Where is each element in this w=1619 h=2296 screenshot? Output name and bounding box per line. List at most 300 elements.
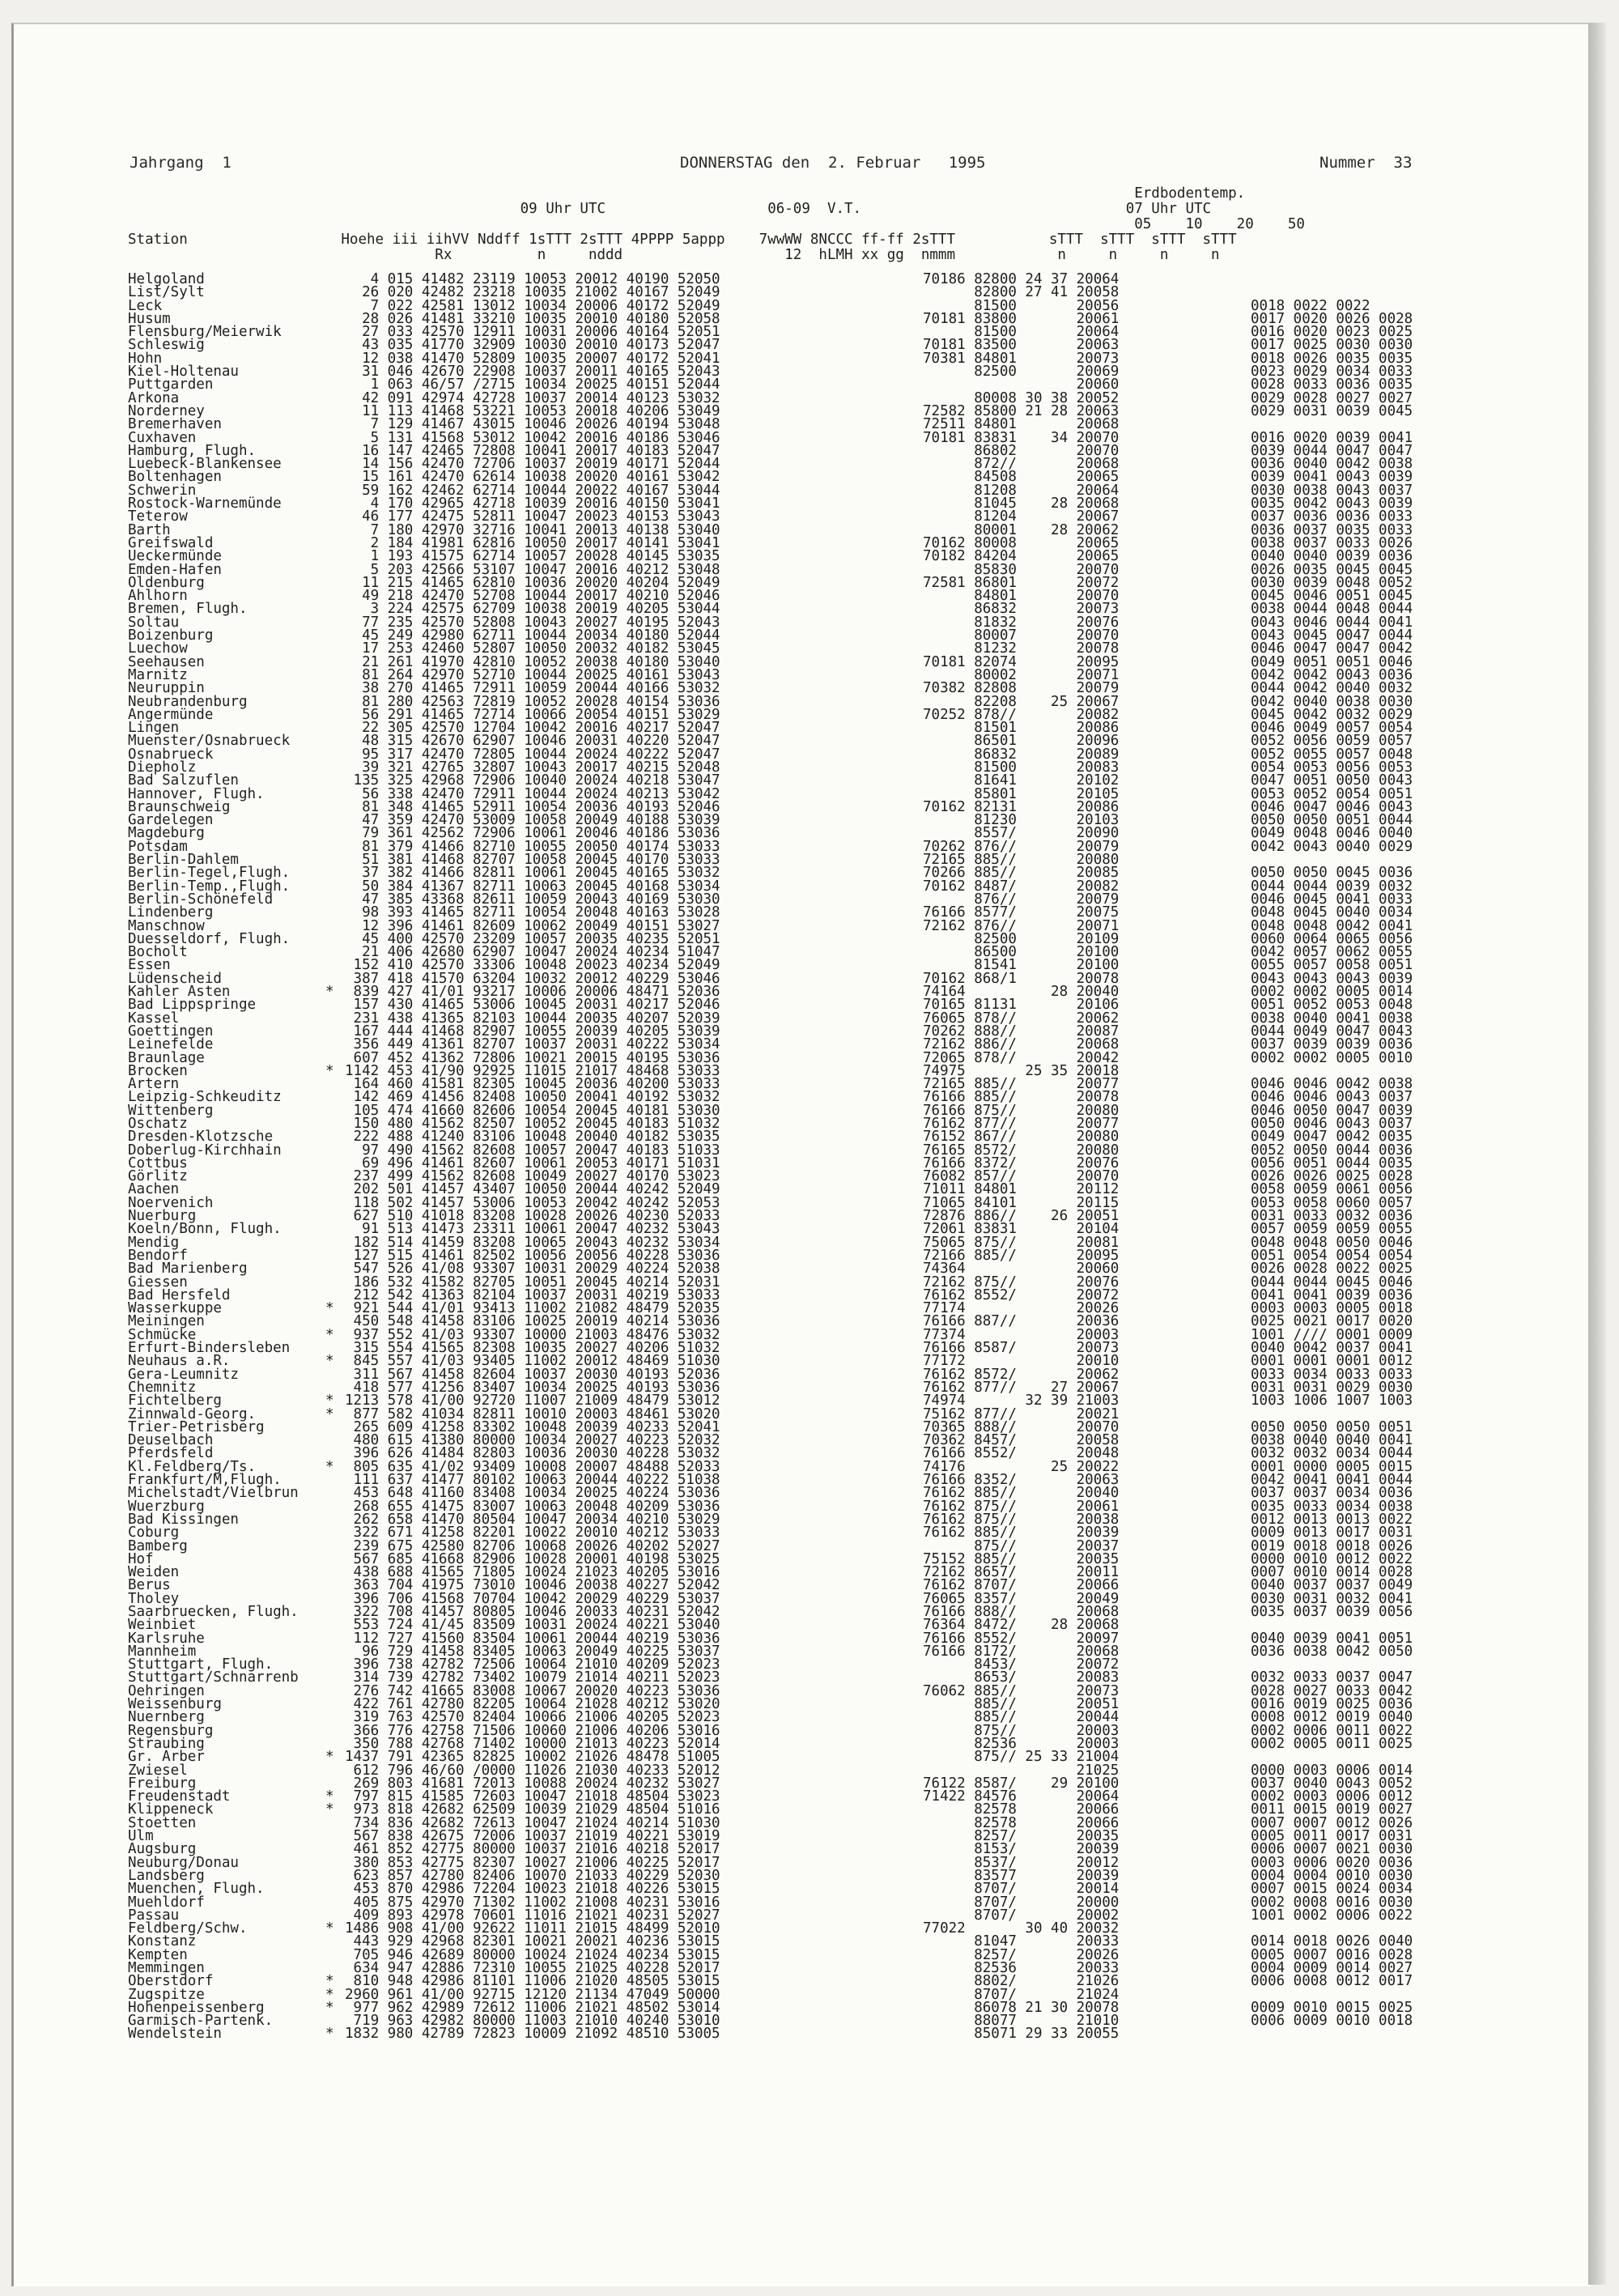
obs-0609-vt: 82578 20066: [923, 1814, 1120, 1831]
obs-0900-utc: 547 526 41/08 93307 10031 20029 40224 52038: [345, 1261, 720, 1278]
soil-temperature: 0036 0037 0035 0033: [1251, 521, 1413, 538]
obs-0900-utc: 4 170 42965 42718 10039 20016 40150 53041: [345, 495, 720, 512]
obs-0900-utc: 443 929 42968 82301 10021 20021 40236 53015: [345, 1933, 720, 1950]
station-name: Karlsruhe: [128, 1630, 205, 1647]
obs-0609-vt: 8653/ 20083: [923, 1669, 1120, 1686]
station-name: Nuerburg: [128, 1208, 197, 1225]
station-name: Cottbus: [128, 1154, 188, 1171]
column-header-line: 09 Uhr UTC 06-09 V.T. 07 Uhr UTC: [128, 201, 1212, 217]
obs-0609-vt: 876// 20079: [923, 891, 1120, 908]
obs-0609-vt: 8707/ 21024: [923, 1986, 1120, 2003]
soil-temperature: 0046 0045 0041 0033: [1251, 891, 1413, 908]
column-header-line: Erdbodentemp.: [128, 185, 1246, 202]
obs-0900-utc: 17 253 42460 52807 10050 20032 40182 53045: [345, 640, 720, 657]
mountain-marker: *: [325, 1920, 334, 1937]
obs-0900-utc: 797 815 41585 72603 10047 21018 48504 53023: [345, 1788, 720, 1805]
obs-0609-vt: 86500 20100: [923, 944, 1120, 961]
obs-0609-vt: 72165 885// 20077: [923, 1076, 1120, 1093]
soil-temperature: 0031 0033 0032 0036: [1251, 1208, 1413, 1225]
obs-0609-vt: 84801 20070: [923, 588, 1120, 605]
obs-0609-vt: 80008 30 38 20052: [923, 389, 1120, 406]
obs-0609-vt: 70181 83831 34 20070: [923, 429, 1120, 446]
station-name: Bad Salzuflen: [128, 772, 239, 789]
obs-0609-vt: 82536 20003: [923, 1735, 1120, 1752]
obs-0900-utc: 839 427 41/01 93217 10006 20006 48471 52036: [345, 984, 720, 1001]
soil-temperature: 0039 0044 0047 0047: [1251, 442, 1413, 459]
obs-0900-utc: 47 359 42470 53009 10058 20049 40188 53039: [345, 812, 720, 829]
soil-temperature: 0023 0029 0034 0033: [1251, 364, 1413, 381]
station-name: Magdeburg: [128, 825, 205, 842]
soil-temperature: 0008 0012 0019 0040: [1251, 1709, 1413, 1726]
obs-0609-vt: 72162 876// 20071: [923, 917, 1120, 934]
obs-0900-utc: 45 249 42980 62711 10044 20034 40180 52044: [345, 627, 720, 644]
obs-0900-utc: 186 532 41582 82705 10051 20045 40214 52031: [345, 1273, 720, 1290]
obs-0609-vt: 81204 20067: [923, 508, 1120, 525]
soil-temperature: 0040 0039 0041 0051: [1251, 1630, 1413, 1647]
obs-0900-utc: 127 515 41461 82502 10056 20056 40228 53036: [345, 1247, 720, 1264]
soil-temperature: 0041 0041 0039 0036: [1251, 1286, 1413, 1303]
soil-temperature: 0060 0064 0065 0056: [1251, 930, 1413, 947]
station-name: Gr. Arber: [128, 1749, 205, 1766]
obs-0900-utc: 418 577 41256 83407 10034 20025 40193 53036: [345, 1379, 720, 1396]
obs-0900-utc: 262 658 41470 80504 10047 20034 40210 53029: [345, 1511, 720, 1528]
obs-0609-vt: 76162 877// 20077: [923, 1116, 1120, 1132]
obs-0609-vt: 85801 20105: [923, 785, 1120, 802]
soil-temperature: 0048 0048 0042 0041: [1251, 917, 1413, 934]
obs-0900-utc: 95 317 42470 72805 10044 20024 40222 52047: [345, 746, 720, 763]
soil-temperature: 0050 0046 0043 0037: [1251, 1116, 1413, 1132]
obs-0900-utc: 12 038 41470 52809 10035 20007 40172 52041: [345, 350, 720, 367]
soil-temperature: 0058 0059 0061 0056: [1251, 1181, 1413, 1198]
obs-0900-utc: 396 738 42782 72506 10064 21010 40209 52023: [345, 1656, 720, 1673]
obs-0900-utc: 5 203 42566 53107 10047 20016 40212 53048: [345, 561, 720, 578]
obs-0900-utc: 396 626 41484 82803 10036 20030 40228 53032: [345, 1445, 720, 1462]
obs-0609-vt: 82500 20109: [923, 930, 1120, 947]
obs-0900-utc: 43 035 41770 32909 10030 20010 40173 52047: [345, 337, 720, 354]
obs-0609-vt: 70266 885// 20085: [923, 865, 1120, 882]
soil-temperature: 0002 0002 0005 0010: [1251, 1049, 1413, 1066]
station-name: Chemnitz: [128, 1379, 197, 1396]
obs-0900-utc: 1 193 41575 62714 10057 20028 40145 53035: [345, 548, 720, 565]
obs-0900-utc: 112 727 41560 83504 10061 20044 40219 53036: [345, 1630, 720, 1647]
obs-0609-vt: 76152 867// 20080: [923, 1129, 1120, 1146]
obs-0609-vt: 70162 80008 20065: [923, 534, 1120, 551]
obs-0900-utc: 276 742 41665 83008 10067 20020 40223 53036: [345, 1682, 720, 1699]
obs-0900-utc: 77 235 42570 52808 10043 20027 40195 52043: [345, 614, 720, 631]
station-name: Michelstadt/Vielbrun: [128, 1485, 299, 1502]
obs-0609-vt: 875// 25 33 21004: [923, 1749, 1120, 1766]
obs-0900-utc: 69 496 41461 82607 10061 20053 40171 51031: [345, 1154, 720, 1171]
obs-0900-utc: 265 609 41258 83302 10048 20039 40233 52041: [345, 1418, 720, 1435]
obs-0900-utc: 27 033 42570 12911 10031 20006 40164 52051: [345, 324, 720, 341]
station-name: Berlin-Schönefeld: [128, 891, 274, 908]
obs-0609-vt: 86078 21 30 20078: [923, 1999, 1120, 2016]
soil-temperature: 0044 0042 0040 0032: [1251, 680, 1413, 697]
soil-temperature: 0030 0031 0032 0041: [1251, 1590, 1413, 1607]
station-name: Wittenberg: [128, 1102, 214, 1119]
station-name: Berlin-Dahlem: [128, 852, 239, 869]
soil-temperature: 0001 0001 0001 0012: [1251, 1353, 1413, 1370]
obs-0609-vt: 86802 20070: [923, 442, 1120, 459]
station-name: Meiningen: [128, 1313, 205, 1330]
obs-0900-utc: 450 548 41458 83106 10025 20019 40214 53036: [345, 1313, 720, 1330]
obs-0900-utc: 937 552 41/03 93307 10000 21003 48476 53032: [345, 1326, 720, 1343]
soil-temperature: 0054 0053 0056 0053: [1251, 759, 1413, 776]
station-name: Emden-Hafen: [128, 561, 222, 578]
obs-0900-utc: 46 177 42475 52811 10047 20023 40153 53043: [345, 508, 720, 525]
obs-0609-vt: 88077 21010: [923, 2013, 1120, 2030]
station-name: Straubing: [128, 1735, 205, 1752]
station-name: Lüdenscheid: [128, 970, 222, 987]
station-name: Trier-Petrisberg: [128, 1418, 265, 1435]
station-name: Lindenberg: [128, 904, 214, 921]
mountain-marker: *: [325, 1999, 334, 2016]
soil-temperature: 0030 0038 0043 0037: [1251, 482, 1413, 499]
soil-temperature: 0005 0007 0016 0028: [1251, 1946, 1413, 1963]
soil-temperature: 0044 0049 0047 0043: [1251, 1023, 1413, 1040]
obs-0900-utc: 973 818 42682 62509 10039 21029 48504 51016: [345, 1801, 720, 1818]
obs-0900-utc: 311 567 41458 82604 10037 20030 40193 52036: [345, 1366, 720, 1383]
page-edge: [1588, 23, 1606, 2285]
soil-temperature: 0011 0015 0019 0027: [1251, 1801, 1413, 1818]
station-name: Soltau: [128, 614, 180, 631]
obs-0900-utc: 28 026 41481 33210 10035 20010 40180 52058: [345, 310, 720, 327]
obs-0609-vt: 8257/ 20026: [923, 1946, 1120, 1963]
obs-0900-utc: 627 510 41018 83208 10028 20026 40230 52033: [345, 1208, 720, 1225]
obs-0609-vt: 75152 885// 20035: [923, 1550, 1120, 1567]
station-name: Boltenhagen: [128, 469, 222, 486]
obs-0609-vt: 85830 20070: [923, 561, 1120, 578]
obs-0609-vt: 72581 86801 20072: [923, 574, 1120, 591]
obs-0609-vt: 8257/ 20035: [923, 1828, 1120, 1845]
obs-0609-vt: 86501 20096: [923, 733, 1120, 750]
station-name: Puttgarden: [128, 376, 214, 393]
obs-0609-vt: 77172 20010: [923, 1353, 1120, 1370]
station-name: Luechow: [128, 640, 188, 657]
station-name: Leinefelde: [128, 1036, 214, 1053]
obs-0609-vt: 75065 875// 20081: [923, 1234, 1120, 1251]
obs-0609-vt: 76166 888// 20068: [923, 1603, 1120, 1620]
station-name: Augsburg: [128, 1841, 197, 1858]
obs-0900-utc: 1437 791 42365 82825 10002 21026 48478 51005: [345, 1749, 720, 1766]
soil-temperature: 0055 0057 0058 0051: [1251, 957, 1413, 974]
soil-temperature: 0042 0041 0041 0044: [1251, 1472, 1413, 1489]
soil-temperature: 0002 0002 0005 0014: [1251, 984, 1413, 1001]
station-name: Weinbiet: [128, 1617, 197, 1634]
obs-0900-utc: 422 761 42780 82205 10064 21028 40212 53020: [345, 1696, 720, 1713]
station-name: Oehringen: [128, 1682, 205, 1699]
station-name: Nuernberg: [128, 1709, 205, 1726]
obs-0609-vt: 72582 85800 21 28 20063: [923, 402, 1120, 419]
station-name: Neuburg/Donau: [128, 1854, 239, 1871]
soil-temperature: 0004 0004 0010 0030: [1251, 1867, 1413, 1884]
obs-0900-utc: 269 803 41681 72013 10088 20024 40232 53027: [345, 1775, 720, 1792]
obs-0609-vt: 70262 888// 20087: [923, 1023, 1120, 1040]
obs-0609-vt: 81501 20086: [923, 720, 1120, 737]
obs-0609-vt: 77174 20026: [923, 1300, 1120, 1317]
obs-0609-vt: 70165 81131 20106: [923, 997, 1120, 1014]
obs-0900-utc: 409 893 42978 70601 11016 21021 40231 52027: [345, 1907, 720, 1924]
mountain-marker: *: [325, 1392, 334, 1409]
obs-0609-vt: 86832 20073: [923, 601, 1120, 618]
soil-temperature: 0038 0040 0040 0041: [1251, 1432, 1413, 1449]
obs-0609-vt: 8707/ 20014: [923, 1881, 1120, 1898]
soil-temperature: 0048 0045 0040 0034: [1251, 904, 1413, 921]
obs-0609-vt: 70182 84204 20065: [923, 548, 1120, 565]
obs-0609-vt: 75162 877// 20021: [923, 1405, 1120, 1422]
obs-0900-utc: 268 655 41475 83007 10063 20048 40209 53036: [345, 1498, 720, 1515]
obs-0900-utc: 105 474 41660 82606 10054 20045 40181 53030: [345, 1102, 720, 1119]
obs-0900-utc: 91 513 41473 23311 10061 20047 40232 53043: [345, 1221, 720, 1238]
station-name: Schmücke: [128, 1326, 197, 1343]
station-name: Bad Kissingen: [128, 1511, 239, 1528]
obs-0609-vt: 72162 8657/ 20011: [923, 1564, 1120, 1581]
station-name: Regensburg: [128, 1722, 214, 1739]
obs-0900-utc: 921 544 41/01 93413 11002 21082 48479 52035: [345, 1300, 720, 1317]
obs-0900-utc: 977 962 42989 72612 11006 21021 48502 53014: [345, 1999, 720, 2016]
obs-0609-vt: 8153/ 20039: [923, 1841, 1120, 1858]
soil-temperature: 1001 0002 0006 0022: [1251, 1907, 1413, 1924]
obs-0609-vt: 8707/ 20002: [923, 1907, 1120, 1924]
obs-0609-vt: 81500 20083: [923, 759, 1120, 776]
soil-temperature: 0053 0052 0054 0051: [1251, 785, 1413, 802]
soil-temperature: 0039 0041 0043 0039: [1251, 469, 1413, 486]
obs-0900-utc: 453 870 42986 72204 10023 21018 40226 53015: [345, 1881, 720, 1898]
station-name: Gardelegen: [128, 812, 214, 829]
station-name: Doberlug-Kirchhain: [128, 1142, 282, 1159]
station-name: Duesseldorf, Flugh.: [128, 930, 291, 947]
soil-temperature: 0038 0044 0048 0044: [1251, 601, 1413, 618]
station-name: Greifswald: [128, 534, 214, 551]
station-name: Stuttgart, Flugh.: [128, 1656, 274, 1673]
obs-0609-vt: 81208 20064: [923, 482, 1120, 499]
obs-0609-vt: 72061 83831 20104: [923, 1221, 1120, 1238]
obs-0900-utc: 1832 980 42789 72823 10009 21092 48510 53005: [345, 2026, 720, 2043]
soil-temperature: 0037 0037 0034 0036: [1251, 1485, 1413, 1502]
obs-0609-vt: 70162 8487/ 20082: [923, 878, 1120, 895]
obs-0900-utc: 623 857 42780 82406 10070 21033 40229 52030: [345, 1867, 720, 1884]
station-name: Gera-Leumnitz: [128, 1366, 239, 1383]
soil-temperature: 0049 0047 0042 0035: [1251, 1129, 1413, 1146]
station-name: Hamburg, Flugh.: [128, 442, 257, 459]
mountain-marker: *: [325, 1353, 334, 1370]
soil-temperature: 0026 0026 0025 0028: [1251, 1168, 1413, 1185]
column-header-line: Rx n nddd 12 hLMH xx gg nmmm n n n n: [128, 247, 1220, 263]
station-name: Wasserkuppe: [128, 1300, 222, 1317]
station-name: Berlin-Temp.,Flugh.: [128, 878, 291, 895]
soil-temperature: 0018 0026 0035 0035: [1251, 350, 1413, 367]
obs-0609-vt: 8557/ 20090: [923, 825, 1120, 842]
station-name: Rostock-Warnemünde: [128, 495, 282, 512]
station-name: Mannheim: [128, 1643, 197, 1660]
obs-0900-utc: 22 305 42570 12704 10042 20016 40217 52047: [345, 720, 720, 737]
mountain-marker: *: [325, 1300, 334, 1317]
obs-0609-vt: 74364 20060: [923, 1261, 1120, 1278]
obs-0900-utc: 7 180 42970 32716 10041 20013 40138 53040: [345, 521, 720, 538]
station-name: Kahler Asten: [128, 984, 231, 1001]
obs-0609-vt: 70181 83800 20061: [923, 310, 1120, 327]
station-name: Stoetten: [128, 1814, 197, 1831]
station-name: Hohn: [128, 350, 163, 367]
obs-0900-utc: 322 671 41258 82201 10022 20010 40212 53033: [345, 1524, 720, 1541]
obs-0900-utc: 438 688 41565 71805 10024 21023 40205 53016: [345, 1564, 720, 1581]
obs-0900-utc: 47 385 43368 82611 10059 20043 40169 53030: [345, 891, 720, 908]
obs-0609-vt: 76162 8572/ 20062: [923, 1366, 1120, 1383]
soil-temperature: 0007 0015 0024 0034: [1251, 1881, 1413, 1898]
station-name: Kempten: [128, 1946, 188, 1963]
obs-0900-utc: 363 704 41975 73010 10046 20038 40227 52042: [345, 1577, 720, 1594]
obs-0900-utc: 182 514 41459 83208 10065 20043 40232 53034: [345, 1234, 720, 1251]
obs-0609-vt: 72162 875// 20076: [923, 1273, 1120, 1290]
soil-temperature: 0028 0027 0033 0042: [1251, 1682, 1413, 1699]
mountain-marker: *: [325, 984, 334, 1001]
station-name: Memmingen: [128, 1960, 205, 1976]
obs-0609-vt: 872// 20068: [923, 456, 1120, 473]
soil-temperature: 0047 0051 0050 0043: [1251, 772, 1413, 789]
soil-temperature: 0044 0044 0039 0032: [1251, 878, 1413, 895]
obs-0900-utc: 11 113 41468 53221 10053 20018 40206 53049: [345, 402, 720, 419]
soil-temperature: 0000 0003 0006 0014: [1251, 1762, 1413, 1779]
station-name: Potsdam: [128, 838, 188, 855]
soil-temperature: 0040 0037 0037 0049: [1251, 1577, 1413, 1594]
obs-0609-vt: 81832 20076: [923, 614, 1120, 631]
obs-0609-vt: 72162 886// 20068: [923, 1036, 1120, 1053]
soil-temperature: 0026 0035 0045 0045: [1251, 561, 1413, 578]
obs-0900-utc: 237 499 41562 82608 10049 20027 40170 53023: [345, 1168, 720, 1185]
obs-0900-utc: 480 615 41380 80000 10034 20027 40223 52032: [345, 1432, 720, 1449]
obs-0609-vt: 885// 20051: [923, 1696, 1120, 1713]
soil-temperature: 0045 0046 0051 0045: [1251, 588, 1413, 605]
station-name: Erfurt-Bindersleben: [128, 1340, 291, 1357]
obs-0900-utc: 31 046 42670 22908 10037 20011 40165 52043: [345, 364, 720, 381]
soil-temperature: 0002 0006 0011 0022: [1251, 1722, 1413, 1739]
obs-0609-vt: 71011 84801 20112: [923, 1181, 1120, 1198]
station-name: Aachen: [128, 1181, 180, 1198]
station-name: Berus: [128, 1577, 171, 1594]
obs-0900-utc: 607 452 41362 72806 10021 20015 40195 53036: [345, 1049, 720, 1066]
station-name: Hof: [128, 1550, 154, 1567]
station-name: Weissenburg: [128, 1696, 222, 1713]
station-name: Garmisch-Partenk.: [128, 2013, 274, 2030]
station-name: Zinnwald-Georg.: [128, 1405, 257, 1422]
obs-0609-vt: 76166 8587/ 20073: [923, 1340, 1120, 1357]
soil-temperature: 0046 0047 0047 0042: [1251, 640, 1413, 657]
obs-0609-vt: 76166 8552/ 20097: [923, 1630, 1120, 1647]
soil-temperature: 0036 0038 0042 0050: [1251, 1643, 1413, 1660]
station-name: Helgoland: [128, 271, 205, 287]
obs-0609-vt: 76364 8472/ 28 20068: [923, 1617, 1120, 1634]
soil-temperature: 0037 0036 0036 0033: [1251, 508, 1413, 525]
station-name: Schwerin: [128, 482, 197, 499]
mountain-marker: *: [325, 1788, 334, 1805]
station-name: Essen: [128, 957, 171, 974]
obs-0609-vt: 885// 20044: [923, 1709, 1120, 1726]
obs-0609-vt: 76082 857// 20070: [923, 1168, 1120, 1185]
soil-temperature: 0050 0050 0045 0036: [1251, 865, 1413, 882]
obs-0900-utc: 212 542 41363 82104 10037 20031 40219 53033: [345, 1286, 720, 1303]
station-name: Bendorf: [128, 1247, 188, 1264]
soil-temperature: 0030 0039 0048 0052: [1251, 574, 1413, 591]
obs-0900-utc: 16 147 42465 72808 10041 20017 40183 52047: [345, 442, 720, 459]
obs-0609-vt: 76166 885// 20078: [923, 1089, 1120, 1106]
obs-0609-vt: 86832 20089: [923, 746, 1120, 763]
soil-temperature: 0053 0058 0060 0057: [1251, 1194, 1413, 1211]
soil-temperature: 0016 0020 0023 0025: [1251, 324, 1413, 341]
obs-0609-vt: 74974 32 39 21003: [923, 1392, 1120, 1409]
soil-temperature: 0019 0018 0018 0026: [1251, 1537, 1413, 1554]
station-name: Lingen: [128, 720, 180, 737]
obs-0609-vt: 76162 877// 27 20067: [923, 1379, 1120, 1396]
station-name: Fichtelberg: [128, 1392, 222, 1409]
station-name: Freudenstadt: [128, 1788, 231, 1805]
column-header-line: 05 10 20 50: [128, 216, 1305, 232]
soil-temperature: 0016 0019 0025 0036: [1251, 1696, 1413, 1713]
soil-temperature: 0042 0040 0038 0030: [1251, 693, 1413, 710]
soil-temperature: 0028 0033 0036 0035: [1251, 376, 1413, 393]
obs-0900-utc: 81 348 41465 52911 10054 20036 40193 52046: [345, 798, 720, 815]
soil-temperature: 1001 //// 0001 0009: [1251, 1326, 1413, 1343]
obs-0609-vt: 80007 20070: [923, 627, 1120, 644]
obs-0900-utc: 37 382 41466 82811 10061 20045 40165 53032: [345, 865, 720, 882]
obs-0900-utc: 11 215 41465 62810 10036 20020 40204 52049: [345, 574, 720, 591]
obs-0900-utc: 4 015 41482 23119 10053 20012 40190 52050: [345, 271, 720, 287]
obs-0900-utc: 7 129 41467 43015 10046 20026 40194 53048: [345, 416, 720, 433]
station-name: Dresden-Klotzsche: [128, 1129, 274, 1146]
soil-temperature: 0046 0047 0046 0043: [1251, 798, 1413, 815]
obs-0609-vt: 76162 885// 20040: [923, 1485, 1120, 1502]
mountain-marker: *: [325, 1062, 334, 1079]
soil-temperature: 0045 0042 0032 0029: [1251, 706, 1413, 723]
obs-0900-utc: 322 708 41457 80805 10046 20033 40231 52042: [345, 1603, 720, 1620]
obs-0900-utc: 21 261 41970 42810 10052 20038 40180 53040: [345, 653, 720, 670]
soil-temperature: 0006 0008 0012 0017: [1251, 1973, 1413, 1990]
soil-temperature: 0057 0059 0059 0055: [1251, 1221, 1413, 1238]
obs-0609-vt: 77022 30 40 20032: [923, 1920, 1120, 1937]
obs-0609-vt: 82800 27 41 20058: [923, 284, 1120, 301]
obs-0900-utc: 453 648 41160 83408 10034 20025 40224 53036: [345, 1485, 720, 1502]
obs-0900-utc: 734 836 42682 72613 10047 21024 40214 51030: [345, 1814, 720, 1831]
station-name: Marnitz: [128, 666, 188, 683]
obs-0609-vt: 81232 20078: [923, 640, 1120, 657]
soil-temperature: 0006 0009 0010 0018: [1251, 2013, 1413, 2030]
station-name: Bremen, Flugh.: [128, 601, 248, 618]
obs-0609-vt: 74164 28 20040: [923, 984, 1120, 1001]
soil-temperature: 0056 0051 0044 0035: [1251, 1154, 1413, 1171]
obs-0609-vt: 76166 8352/ 20063: [923, 1472, 1120, 1489]
station-name: Oschatz: [128, 1116, 188, 1132]
station-name: Muehldorf: [128, 1894, 205, 1911]
obs-0900-utc: 142 469 41456 82408 10050 20041 40192 53032: [345, 1089, 720, 1106]
soil-temperature: 0040 0040 0039 0036: [1251, 548, 1413, 565]
station-name: Bad Marienberg: [128, 1261, 248, 1278]
obs-0900-utc: 239 675 42580 82706 10068 20026 40202 52027: [345, 1537, 720, 1554]
obs-0900-utc: 461 852 42775 80000 10037 21016 40218 52017: [345, 1841, 720, 1858]
obs-0609-vt: 70362 8457/ 20058: [923, 1432, 1120, 1449]
station-name: Husum: [128, 310, 171, 327]
obs-0900-utc: 319 763 42570 82404 10066 21006 40205 52023: [345, 1709, 720, 1726]
obs-0609-vt: 76166 8577/ 20075: [923, 904, 1120, 921]
obs-0609-vt: 76122 8587/ 29 20100: [923, 1775, 1120, 1792]
obs-0900-utc: 810 948 42986 81101 11006 21020 48505 53015: [345, 1973, 720, 1990]
obs-0609-vt: 20060: [923, 376, 1120, 393]
obs-0900-utc: 1213 578 41/00 92720 11007 21009 48479 53012: [345, 1392, 720, 1409]
obs-0609-vt: 81641 20102: [923, 772, 1120, 789]
soil-temperature: 0025 0021 0017 0020: [1251, 1313, 1413, 1330]
station-name: Leipzig-Schkeuditz: [128, 1089, 282, 1106]
station-name: Flensburg/Meierwik: [128, 324, 282, 341]
soil-temperature: 0046 0046 0043 0037: [1251, 1089, 1413, 1106]
obs-0900-utc: 356 449 41361 82707 10037 20031 40222 53034: [345, 1036, 720, 1053]
